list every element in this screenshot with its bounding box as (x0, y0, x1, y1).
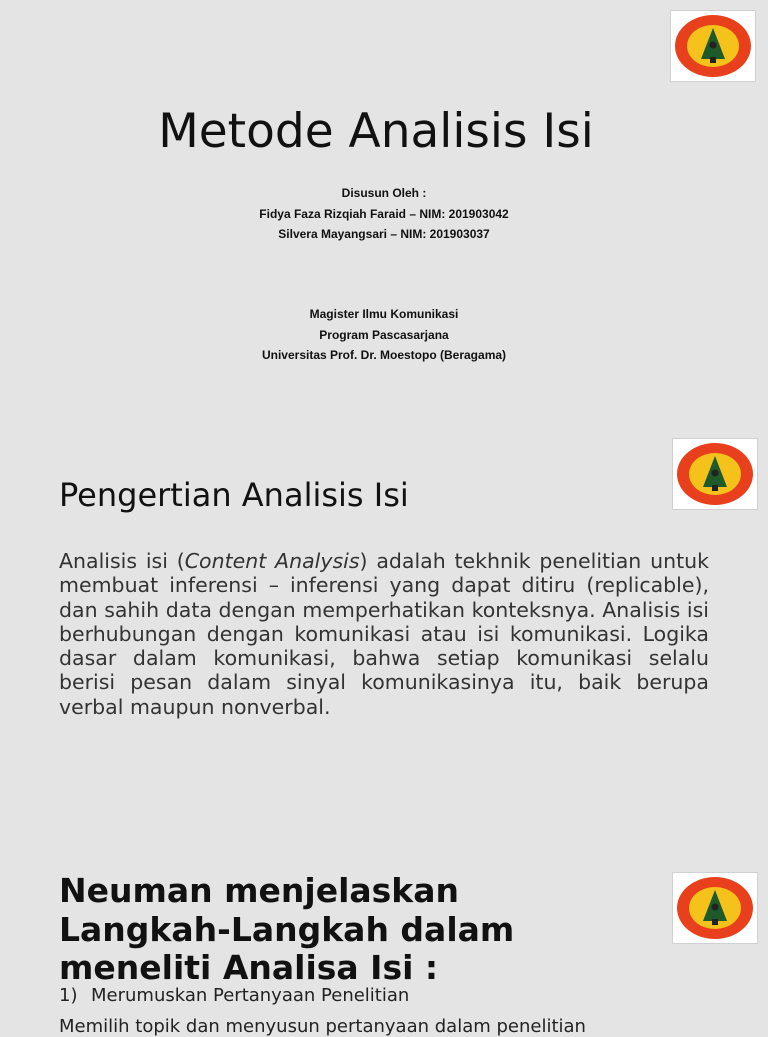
title-slide (0, 0, 768, 420)
definition-paragraph (59, 549, 709, 719)
steps-slide (0, 850, 768, 1037)
institution-block (0, 304, 768, 366)
list-item-description: Memilih topik dan menyusun pertanyaan dalam penelitian (59, 1016, 586, 1037)
seal-icon (673, 13, 753, 79)
institution-line-3: Universitas Prof. Dr. Moestopo (Beragama) (261, 348, 507, 362)
paragraph-lead: Analisis isi ( (59, 549, 185, 573)
author-1: Fidya Faza Rizqiah Faraid – NIM: 201903042 (259, 206, 509, 221)
page-title: Metode Analisis Isi (158, 104, 594, 159)
paragraph-rest: ) adalah tekhnik penelitian untuk membuat inferensi – inferensi yang dapat ditiru (replicable), dan sahih data dengan memperhatikan konteksnya. Analisis isi berhubungan dengan komunikasi atau isi komunikasi. Logika dasar dalam komunikasi, bahwa setiap komunikasi selalu berisi pesan dalam sinyal komunikasinya itu, baik berupa verbal maupun nonverbal. (59, 549, 709, 719)
university-seal-logo (672, 872, 758, 944)
steps-heading: Neuman menjelaskan Langkah-Langkah dalam meneliti Analisa Isi : (59, 871, 515, 987)
university-seal-logo (672, 438, 758, 510)
list-item (59, 985, 409, 1006)
paragraph-term: Content Analysis (184, 549, 360, 573)
seal-icon (675, 875, 755, 941)
seal-icon (675, 441, 755, 507)
author-2: Silvera Mayangsari – NIM: 201903037 (278, 227, 490, 241)
institution-line-1: Magister Ilmu Komunikasi (309, 307, 459, 321)
authors-label: Disusun Oleh : (341, 186, 427, 200)
list-item-number: 1) (59, 985, 78, 1006)
section-title: Pengertian Analisis Isi (59, 476, 409, 514)
definition-slide (0, 420, 768, 850)
university-seal-logo (670, 10, 756, 82)
institution-line-2: Program Pascasarjana (319, 327, 449, 342)
authors-block (0, 183, 768, 245)
list-item-text: Merumuskan Pertanyaan Penelitian (91, 985, 410, 1006)
